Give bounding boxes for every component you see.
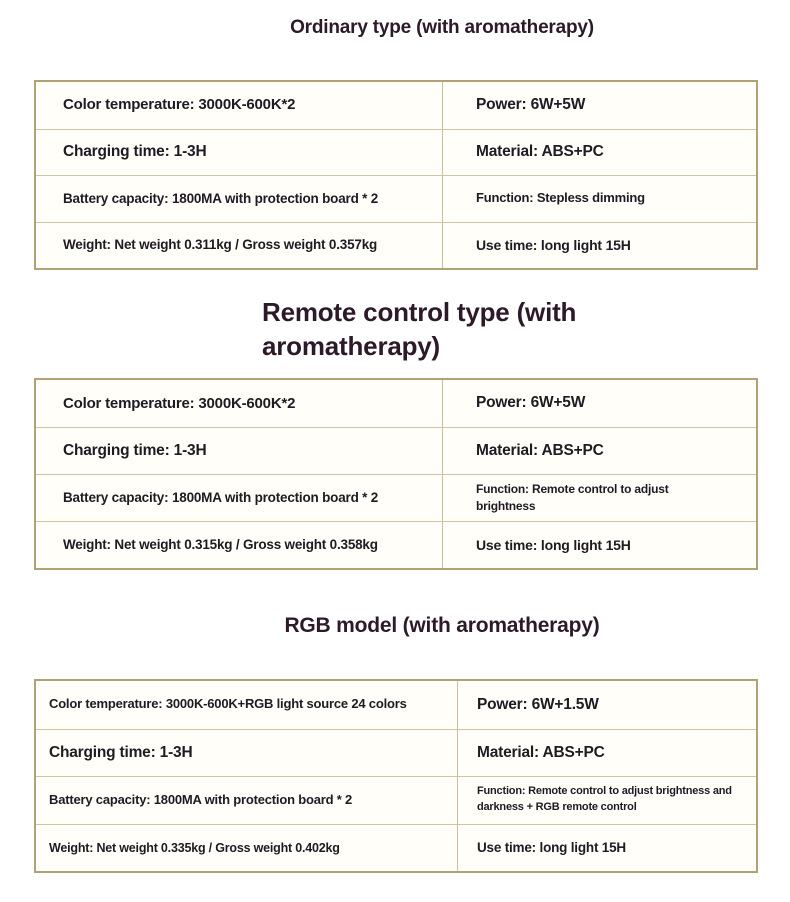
section-title-ordinary-wrap [0, 15, 790, 40]
spec-cell-function: Function: Remote control to adjust brightness [443, 474, 756, 521]
spec-cell-material: Material: ABS+PC [443, 427, 756, 474]
section-title-ordinary: Ordinary type (with aromatherapy) [290, 17, 594, 38]
spec-cell-weight: Weight: Net weight 0.311kg / Gross weight 0.357kg [36, 222, 443, 269]
spec-cell-charging-time: Charging time: 1-3H [36, 427, 443, 474]
spec-table-remote [34, 378, 758, 570]
spec-cell-charging-time: Charging time: 1-3H [36, 729, 458, 777]
spec-table-ordinary [34, 80, 758, 270]
spec-cell-weight: Weight: Net weight 0.315kg / Gross weight 0.358kg [36, 521, 443, 568]
spec-cell-use-time: Use time: long light 15H [443, 222, 756, 269]
section-title-remote-wrap [0, 295, 790, 363]
spec-cell-charging-time: Charging time: 1-3H [36, 129, 443, 176]
spec-cell-battery-capacity: Battery capacity: 1800MA with protection board * 2 [36, 175, 443, 222]
spec-cell-battery-capacity: Battery capacity: 1800MA with protection board * 2 [36, 474, 443, 521]
spec-cell-material: Material: ABS+PC [458, 729, 756, 777]
spec-cell-power: Power: 6W+5W [476, 96, 586, 114]
spec-cell-use-time: Use time: long light 15H [443, 521, 756, 568]
spec-cell-function: Function: Stepless dimming [443, 175, 756, 222]
spec-cell-power: Power: 6W+1.5W [477, 695, 599, 713]
spec-cell-use-time: Use time: long light 15H [458, 824, 756, 872]
section-title-rgb: RGB model (with aromatherapy) [284, 614, 600, 637]
spec-cell-color-temperature: Color temperature: 3000K-600K+RGB light source 24 colors [36, 681, 458, 729]
section-title-rgb-wrap [0, 612, 790, 639]
spec-table-rgb [34, 679, 758, 873]
spec-cell-color-temperature: Color temperature: 3000K-600K*2 [36, 82, 443, 129]
spec-cell-power: Power: 6W+5W [476, 394, 586, 412]
spec-cell-color-temperature: Color temperature: 3000K-600K*2 [36, 380, 443, 427]
spec-cell-weight: Weight: Net weight 0.335kg / Gross weight 0.402kg [36, 824, 458, 872]
spec-cell-material: Material: ABS+PC [443, 129, 756, 176]
spec-cell-function: Function: Remote control to adjust brightness and darkness + RGB remote control [458, 776, 756, 824]
spec-cell-battery-capacity: Battery capacity: 1800MA with protection board * 2 [36, 776, 458, 824]
section-title-remote: Remote control type (with aromatherapy) [262, 297, 577, 361]
